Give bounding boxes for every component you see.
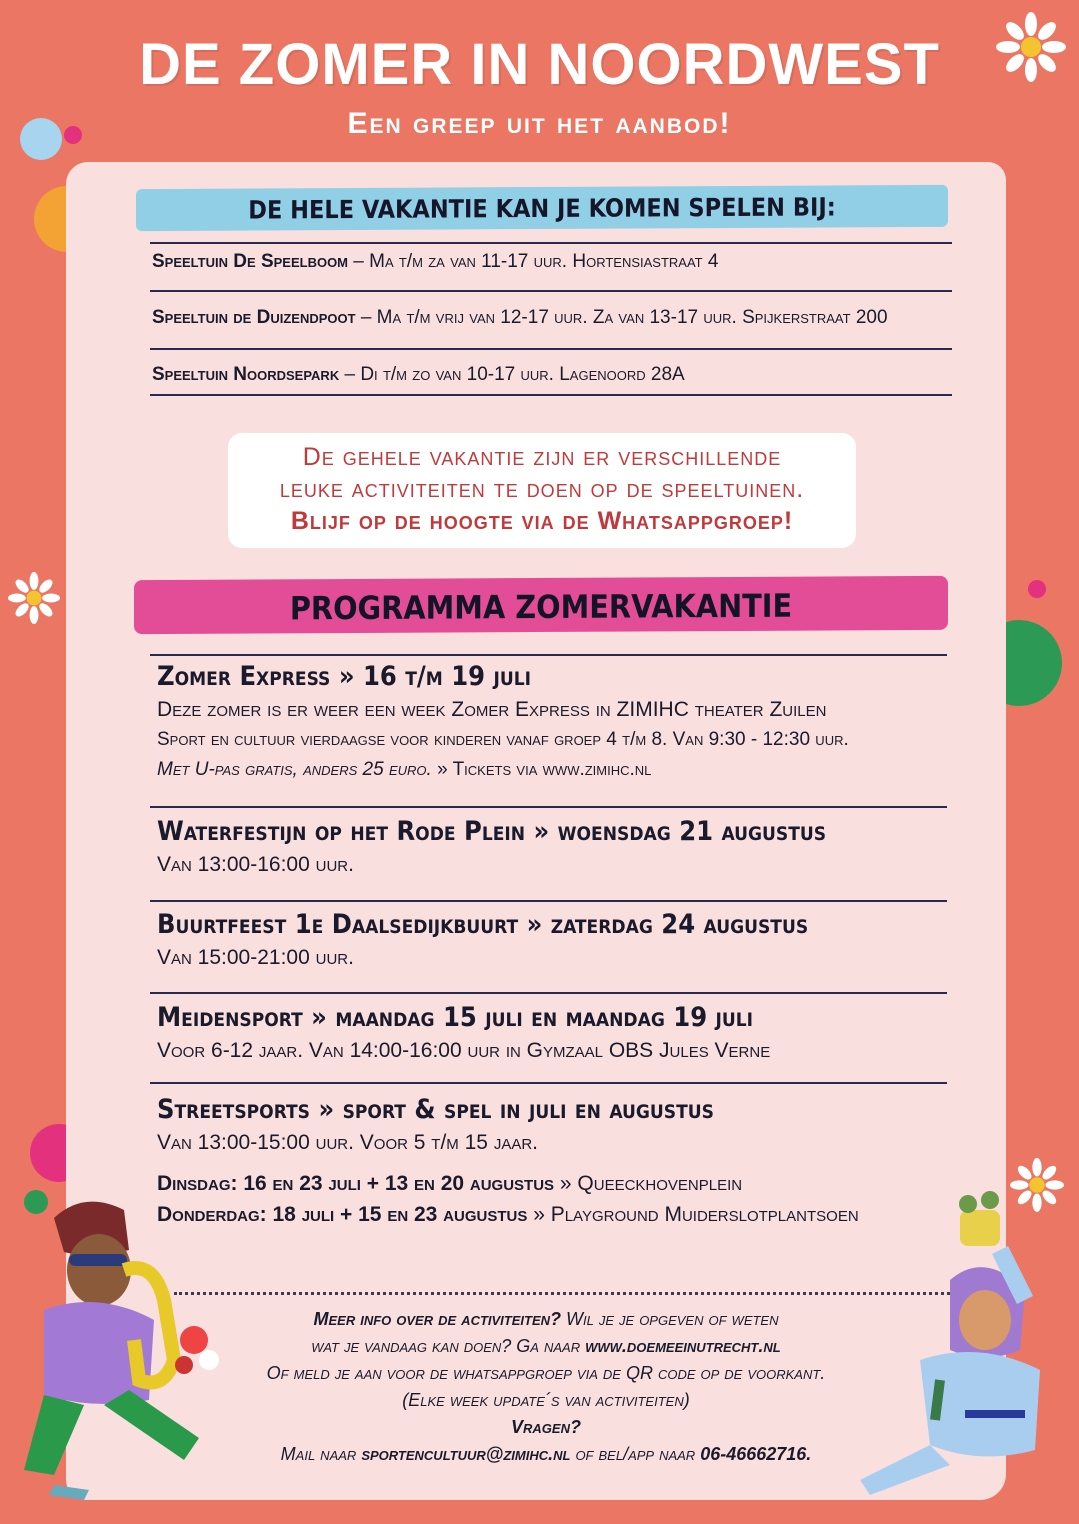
schedule-location: » Queeckhovenplein: [554, 1172, 743, 1195]
dotted-divider: [174, 1292, 950, 1295]
event-line: Van 15:00-21:00 uur.: [157, 946, 354, 969]
footer-question: Meer info over de activiteiten?: [313, 1309, 562, 1329]
questions-heading: Vragen?: [511, 1417, 581, 1437]
event-title: Streetsports » sport & spel in juli en augustus: [157, 1094, 714, 1125]
event-zomer-express: [157, 660, 957, 785]
playgrounds-banner: DE HELE VAKANTIE KAN JE KOMEN SPELEN BIJ:: [136, 185, 948, 231]
event-line: [157, 755, 957, 785]
email-link[interactable]: sportencultuur@zimihc.nl: [361, 1444, 571, 1464]
event-price: Met U-pas gratis, anders 25 euro.: [157, 759, 432, 780]
schedule-days: Dinsdag: 16 en 23 juli + 13 en 20 augustus: [157, 1172, 555, 1195]
playground-details: – Ma t/m vrij van 12-17 uur. Za van 13-17 uur. Spijkerstraat 200: [355, 307, 888, 328]
event-schedule-thursday: [157, 1199, 957, 1230]
event-meidensport: [157, 1001, 957, 1066]
footer-text: Mail naar: [280, 1444, 362, 1464]
schedule-location: » Playground Muiderslotplantsoen: [527, 1203, 859, 1226]
program-banner: PROGRAMMA ZOMERVAKANTIE: [134, 576, 948, 634]
event-title: Waterfestijn op het Rode Plein » woensdag 21 augustus: [157, 816, 827, 847]
playground-name: Speeltuin De Speelboom: [152, 251, 349, 272]
playground-details: – Ma t/m za van 11-17 uur. Hortensiastraat 4: [348, 251, 719, 272]
footer-line: Of meld je aan voor de whatsappgroep via de QR code op de voorkant.: [266, 1363, 826, 1383]
playground-item-duizendpoot: [152, 303, 962, 333]
divider: [150, 290, 952, 292]
pink-dot-icon: [1028, 580, 1046, 598]
divider: [150, 348, 952, 350]
event-line: Van 13:00-16:00 uur.: [157, 853, 354, 876]
info-line: leuke activiteiten te doen op de speeltuinen.: [279, 475, 805, 503]
page-title: DE ZOMER IN NOORDWEST: [139, 32, 940, 97]
event-streetsports: [157, 1093, 957, 1230]
playground-item-noordsepark: [152, 360, 962, 390]
event-buurtfeest: [157, 908, 957, 973]
event-title: Meidensport » maandag 15 juli en maandag 19 juli: [157, 1002, 754, 1033]
divider: [150, 242, 952, 244]
schedule-days: Donderdag: 18 juli + 15 en 23 augustus: [157, 1203, 528, 1226]
footer-info: [196, 1306, 896, 1468]
event-tickets: » Tickets via www.zimihc.nl: [431, 759, 652, 780]
daisy-icon: [8, 572, 60, 624]
event-line: Sport en cultuur vierdaagse voor kinderen vanaf groep 4 t/m 8. Van 9:30 - 12:30 uur.: [157, 729, 849, 750]
divider: [150, 654, 947, 656]
dancer-illustration: [840, 1190, 1070, 1510]
website-link[interactable]: www.doemeeinutrecht.nl: [585, 1336, 781, 1356]
page-subtitle: Een greep uit het aanbod!: [347, 107, 732, 140]
info-line-highlight: Blijf op de hoogte via de Whatsappgroep!: [290, 507, 794, 535]
footer-text: Wil je je opgeven of weten: [561, 1309, 779, 1329]
divider: [150, 806, 947, 808]
footer-line: [196, 1306, 896, 1333]
event-waterfestijn: [157, 815, 957, 880]
footer-line: [196, 1441, 896, 1468]
divider: [150, 992, 947, 994]
playground-name: Speeltuin de Duizendpoot: [152, 307, 356, 328]
event-line: Voor 6-12 jaar. Van 14:00-16:00 uur in Gymzaal OBS Jules Verne: [157, 1039, 771, 1062]
event-line: Deze zomer is er weer een week Zomer Express in ZIMIHC theater Zuilen: [157, 698, 827, 721]
event-title: Zomer Express » 16 t/m 19 juli: [157, 661, 531, 692]
saxophone-player-illustration: [14, 1190, 224, 1510]
footer-line: [196, 1414, 896, 1441]
footer-line: [196, 1333, 896, 1360]
event-line: Van 13:00-15:00 uur. Voor 5 t/m 15 jaar.: [157, 1131, 538, 1154]
phone-link[interactable]: 06-46662716.: [700, 1444, 812, 1464]
event-title: Buurtfeest 1e Daalsedijkbuurt » zaterdag 24 augustus: [157, 909, 809, 940]
whatsapp-info-box: [228, 433, 856, 548]
divider: [150, 1082, 947, 1084]
footer-text: of bel/app naar: [570, 1444, 701, 1464]
footer-line: (Elke week update´s van activiteiten): [402, 1390, 690, 1410]
divider: [150, 900, 947, 902]
playground-details: – Di t/m zo van 10-17 uur. Lagenoord 28A: [339, 364, 685, 385]
playground-name: Speeltuin Noordsepark: [152, 364, 340, 385]
info-line: De gehele vakantie zijn er verschillende: [302, 443, 782, 471]
divider: [150, 394, 952, 396]
playground-item-speelboom: [152, 247, 962, 277]
event-schedule-tuesday: [157, 1168, 957, 1199]
footer-text: wat je vandaag kan doen? Ga naar: [311, 1336, 586, 1356]
